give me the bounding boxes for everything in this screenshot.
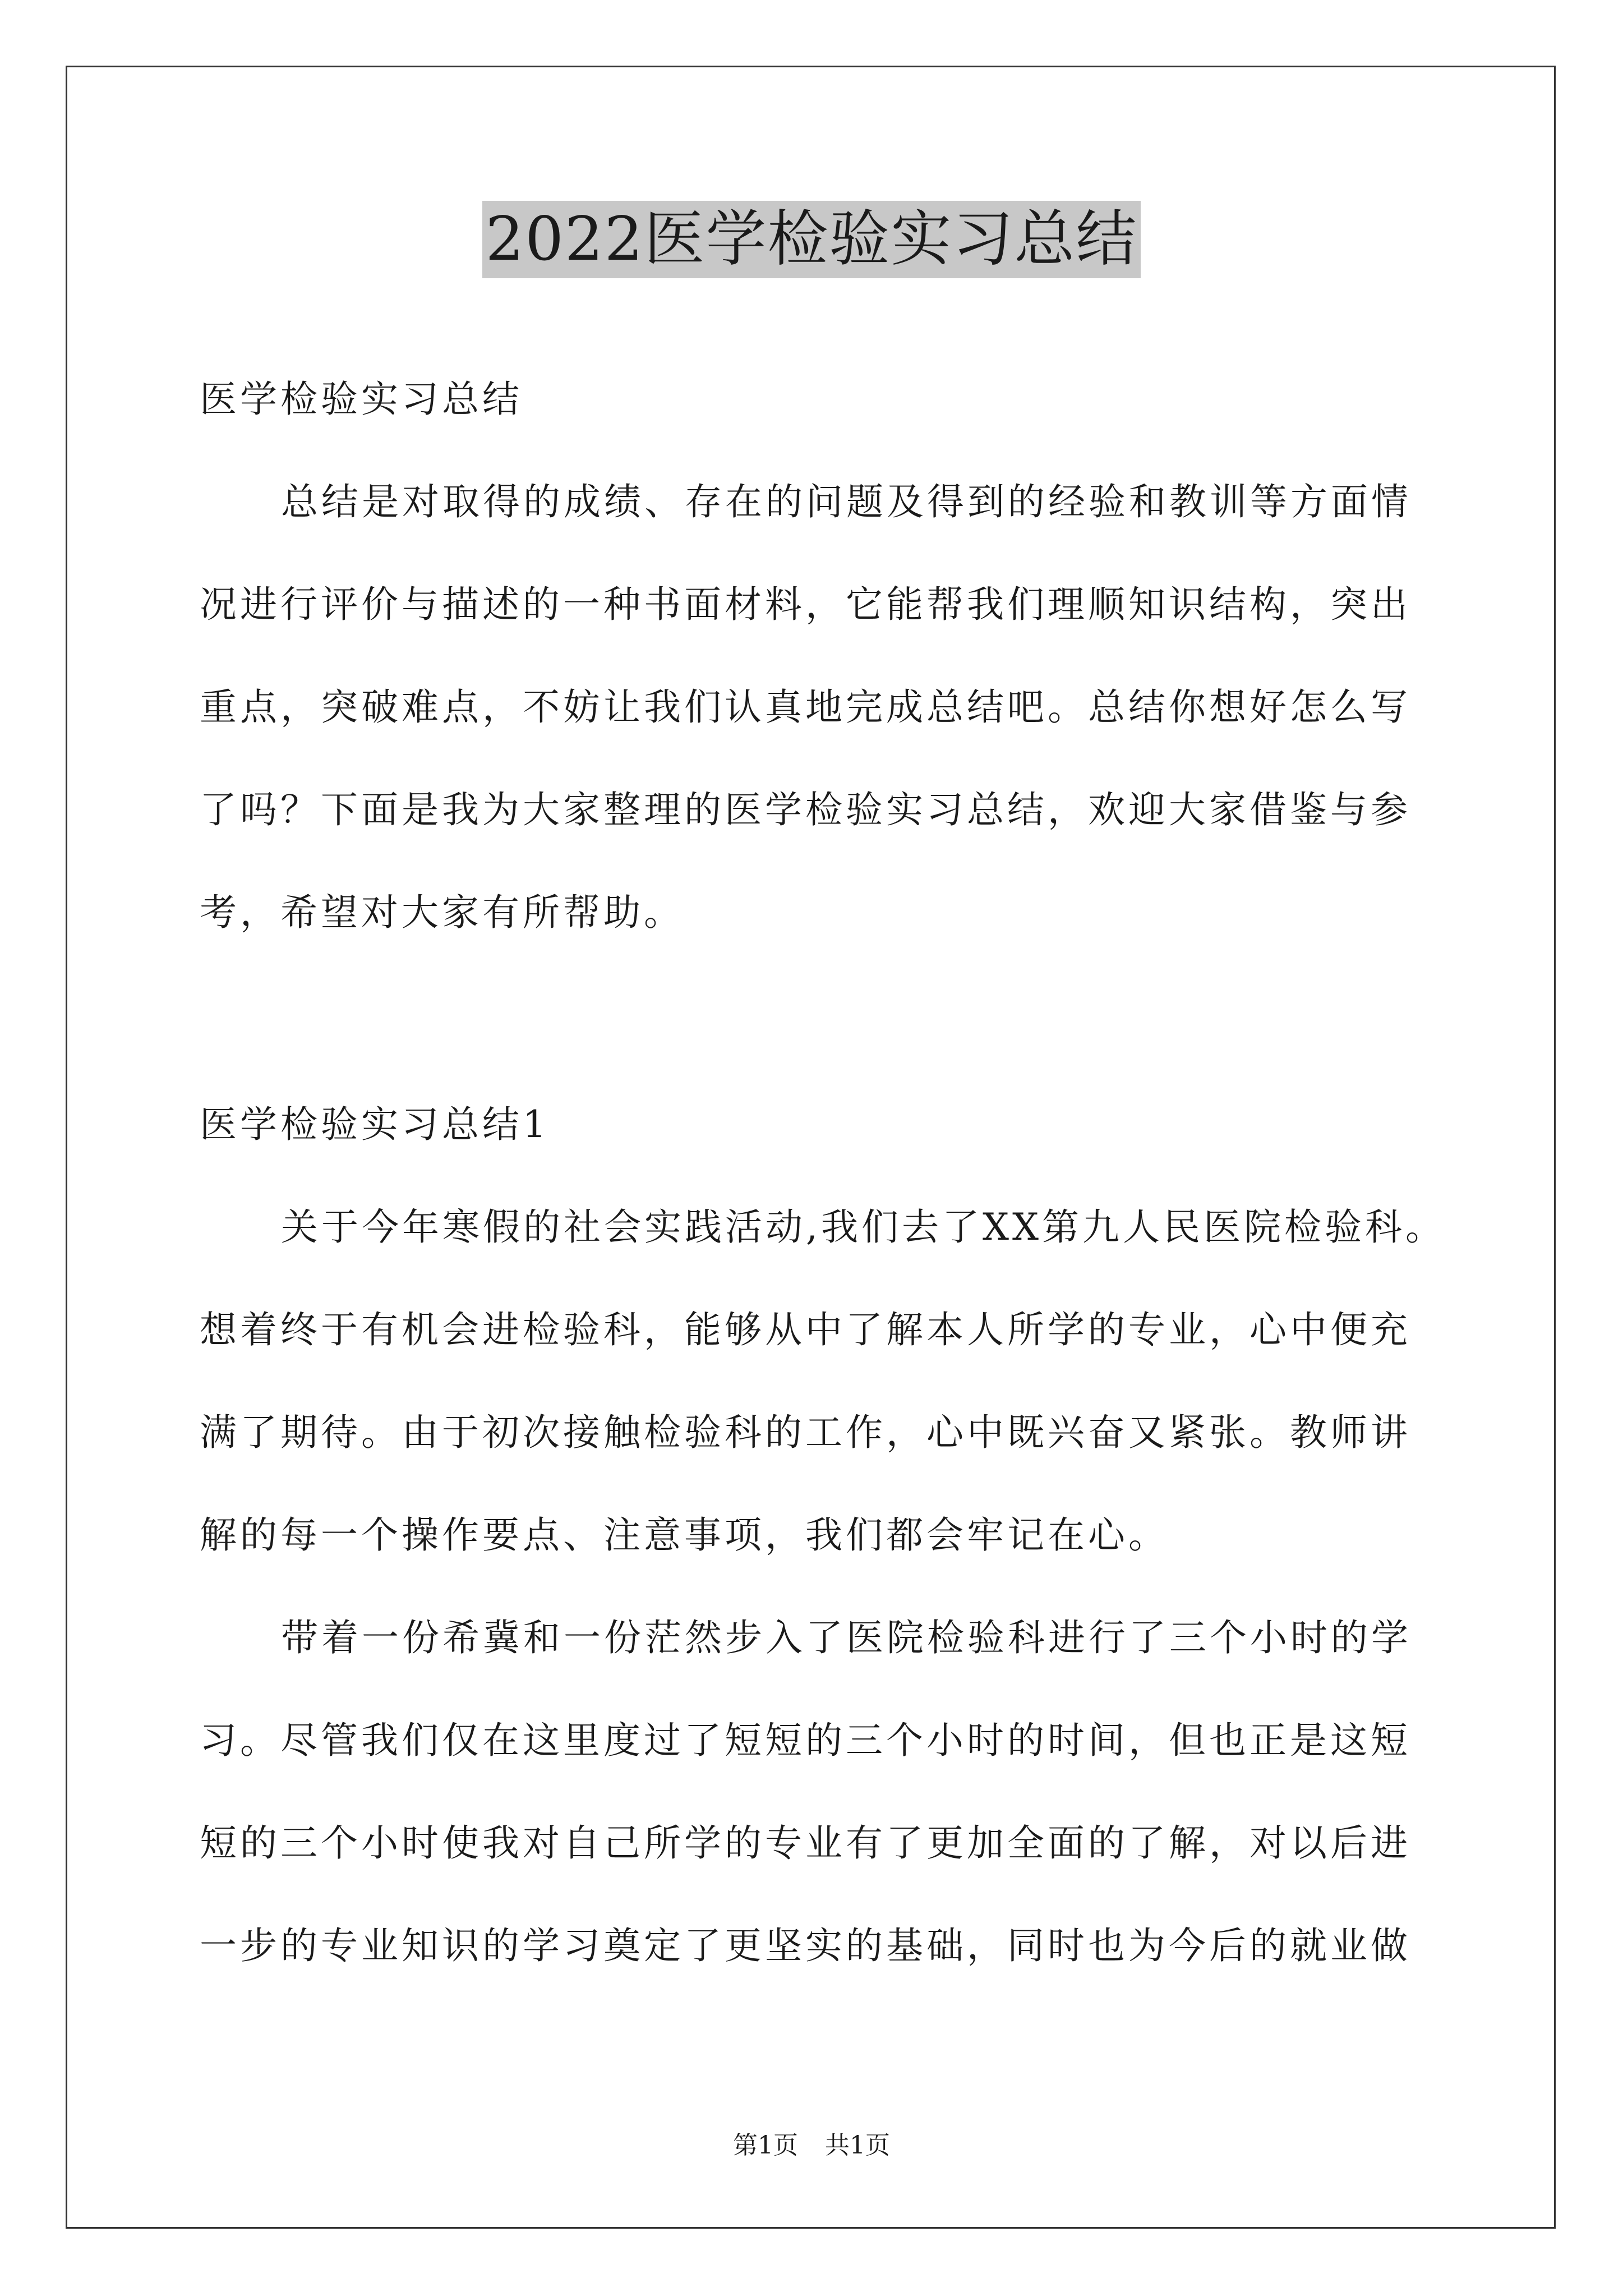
paragraph-line: 满了期待。由于初次接触检验科的工作，心中既兴奋又紧张。教师讲 xyxy=(200,1411,1411,1454)
paragraph-line: 重点，突破难点，不妨让我们认真地完成总结吧。总结你想好怎么写 xyxy=(200,685,1411,729)
document-title: 2022医学检验实习总结 xyxy=(482,201,1141,278)
paragraph-line: 解的每一个操作要点、注意事项，我们都会牢记在心。 xyxy=(200,1513,1169,1557)
paragraph-line: 想着终于有机会进检验科，能够从中了解本人所学的专业，心中便充 xyxy=(200,1308,1411,1351)
paragraph-line: 习。尽管我们仅在这里度过了短短的三个小时的时间，但也正是这短 xyxy=(200,1719,1411,1762)
title-container xyxy=(0,201,1623,278)
section-heading-1: 医学检验实习总结1 xyxy=(200,1103,550,1146)
paragraph-line: 带着一份希冀和一份茫然步入了医院检验科进行了三个小时的学 xyxy=(281,1616,1412,1659)
page-total: 共1页 xyxy=(825,2131,890,2160)
paragraph-line: 关于今年寒假的社会实践活动,我们去了XX第九人民医院检验科。 xyxy=(281,1205,1446,1249)
page-footer xyxy=(0,2129,1623,2162)
paragraph-line: 况进行评价与描述的一种书面材料，它能帮我们理顺知识结构，突出 xyxy=(200,583,1411,626)
page-number: 第1页 xyxy=(733,2131,798,2160)
section-heading-main: 医学检验实习总结 xyxy=(200,378,523,421)
paragraph-spacer xyxy=(200,964,1428,1073)
paragraph-line: 一步的专业知识的学习奠定了更坚实的基础，同时也为今后的就业做 xyxy=(200,1924,1411,1967)
paragraph-line: 了吗？下面是我为大家整理的医学检验实习总结，欢迎大家借鉴与参 xyxy=(200,788,1411,831)
paragraph-line: 短的三个小时使我对自己所学的专业有了更加全面的了解，对以后进 xyxy=(200,1821,1411,1865)
document-body xyxy=(200,348,1446,1997)
paragraph-line: 总结是对取得的成绩、存在的问题及得到的经验和教训等方面情 xyxy=(281,480,1412,523)
paragraph-line: 考，希望对大家有所帮助。 xyxy=(200,891,684,934)
